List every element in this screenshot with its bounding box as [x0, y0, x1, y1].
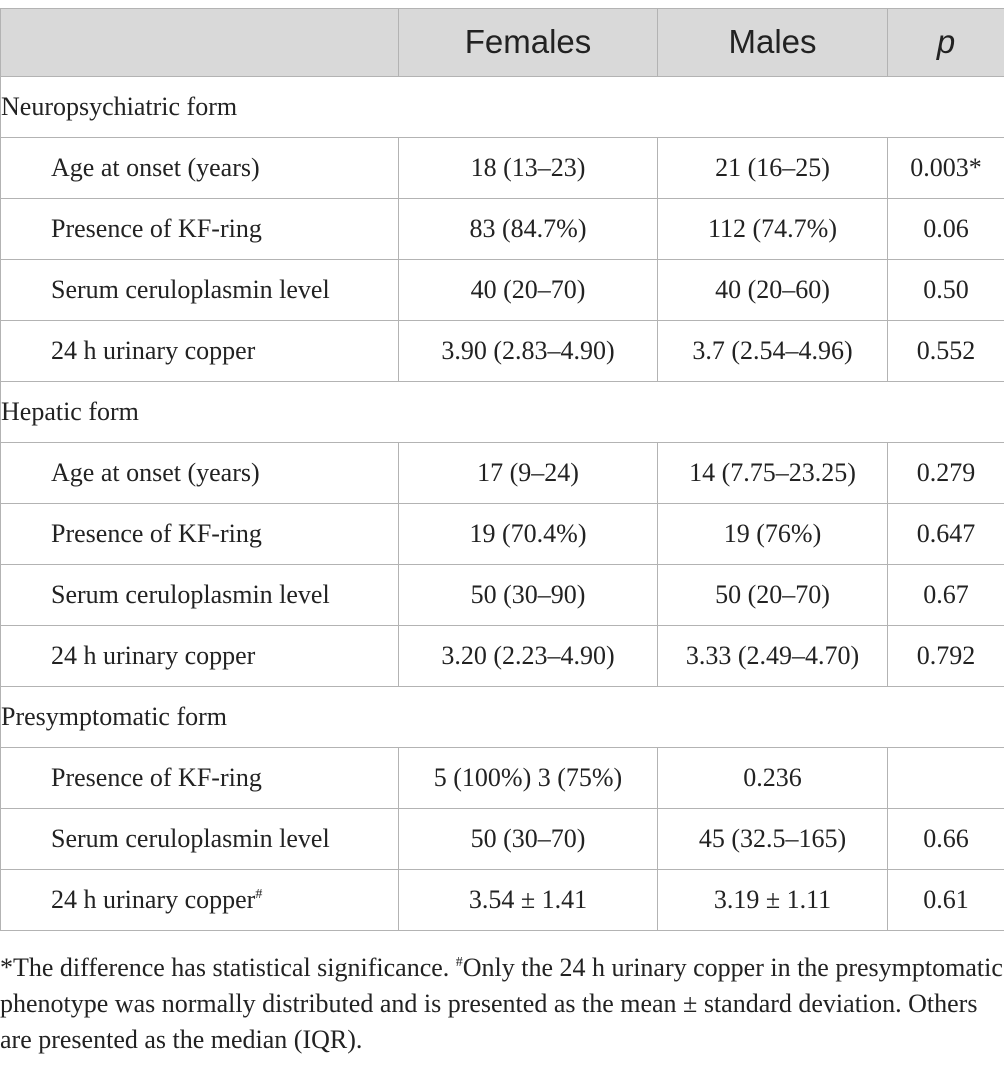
females-value: 18 (13–23): [399, 138, 658, 199]
table-row: [1, 443, 1004, 504]
males-value: 3.33 (2.49–4.70): [658, 626, 888, 687]
header-females: Females: [399, 9, 658, 77]
table-row: [1, 260, 1004, 321]
table-footnote: [0, 950, 1004, 1058]
header-variable: [1, 9, 399, 77]
row-label: Age at onset (years): [1, 138, 399, 199]
p-value: 0.552: [888, 321, 1004, 382]
table-row: [1, 321, 1004, 382]
p-value: 0.61: [888, 870, 1004, 931]
section-title: Neuropsychiatric form: [1, 77, 1004, 138]
header-p-value: p: [888, 9, 1004, 77]
row-label: Presence of KF-ring: [1, 504, 399, 565]
footnote-star-text: The difference has statistical significance.: [13, 953, 456, 982]
section-row-hepatic: [1, 382, 1004, 443]
footnote-hash-text: Only the 24 h urinary copper in the presymptomatic phenotype was normally distributed and is presented as the mean ± standard deviation. Others are presented as the median (IQR).: [0, 953, 1003, 1054]
males-value: 0.236: [658, 748, 888, 809]
section-title: Presymptomatic form: [1, 687, 1004, 748]
row-label: 24 h urinary copper: [51, 884, 256, 914]
females-value: 50 (30–70): [399, 809, 658, 870]
table-row: [1, 809, 1004, 870]
p-value: [888, 748, 1004, 809]
row-label: Serum ceruloplasmin level: [1, 809, 399, 870]
row-label: Presence of KF-ring: [1, 748, 399, 809]
females-value: 3.20 (2.23–4.90): [399, 626, 658, 687]
row-label: Presence of KF-ring: [1, 199, 399, 260]
footnote-hash-mark: #: [455, 955, 463, 970]
p-value: 0.647: [888, 504, 1004, 565]
males-value: 40 (20–60): [658, 260, 888, 321]
females-value: 3.54 ± 1.41: [399, 870, 658, 931]
females-value: 3.90 (2.83–4.90): [399, 321, 658, 382]
males-value: 14 (7.75–23.25): [658, 443, 888, 504]
table-row: [1, 138, 1004, 199]
females-value: 17 (9–24): [399, 443, 658, 504]
p-value: 0.792: [888, 626, 1004, 687]
section-row-neuropsychiatric: [1, 77, 1004, 138]
header-males: Males: [658, 9, 888, 77]
p-value: 0.003*: [888, 138, 1004, 199]
males-value: 21 (16–25): [658, 138, 888, 199]
table-row: [1, 870, 1004, 931]
row-label: Age at onset (years): [1, 443, 399, 504]
table-row: [1, 199, 1004, 260]
row-label-cell: [1, 870, 399, 931]
row-label: 24 h urinary copper: [1, 626, 399, 687]
table-row: [1, 565, 1004, 626]
males-value: 3.19 ± 1.11: [658, 870, 888, 931]
females-value: 40 (20–70): [399, 260, 658, 321]
females-value: 19 (70.4%): [399, 504, 658, 565]
header-row: [1, 9, 1004, 77]
males-value: 3.7 (2.54–4.96): [658, 321, 888, 382]
females-value: 5 (100%) 3 (75%): [399, 748, 658, 809]
p-value: 0.66: [888, 809, 1004, 870]
females-value: 50 (30–90): [399, 565, 658, 626]
p-value: 0.279: [888, 443, 1004, 504]
p-value: 0.67: [888, 565, 1004, 626]
table-row: [1, 504, 1004, 565]
p-value: 0.06: [888, 199, 1004, 260]
females-value: 83 (84.7%): [399, 199, 658, 260]
footnote-star-mark: *: [0, 953, 13, 982]
section-row-presymptomatic: [1, 687, 1004, 748]
males-value: 50 (20–70): [658, 565, 888, 626]
table-row: [1, 748, 1004, 809]
p-value: 0.50: [888, 260, 1004, 321]
males-value: 19 (76%): [658, 504, 888, 565]
row-label: 24 h urinary copper: [1, 321, 399, 382]
row-label: Serum ceruloplasmin level: [1, 565, 399, 626]
row-label: Serum ceruloplasmin level: [1, 260, 399, 321]
hash-marker: #: [255, 886, 263, 902]
table-row: [1, 626, 1004, 687]
results-table: [0, 8, 1004, 931]
males-value: 45 (32.5–165): [658, 809, 888, 870]
males-value: 112 (74.7%): [658, 199, 888, 260]
section-title: Hepatic form: [1, 382, 1004, 443]
